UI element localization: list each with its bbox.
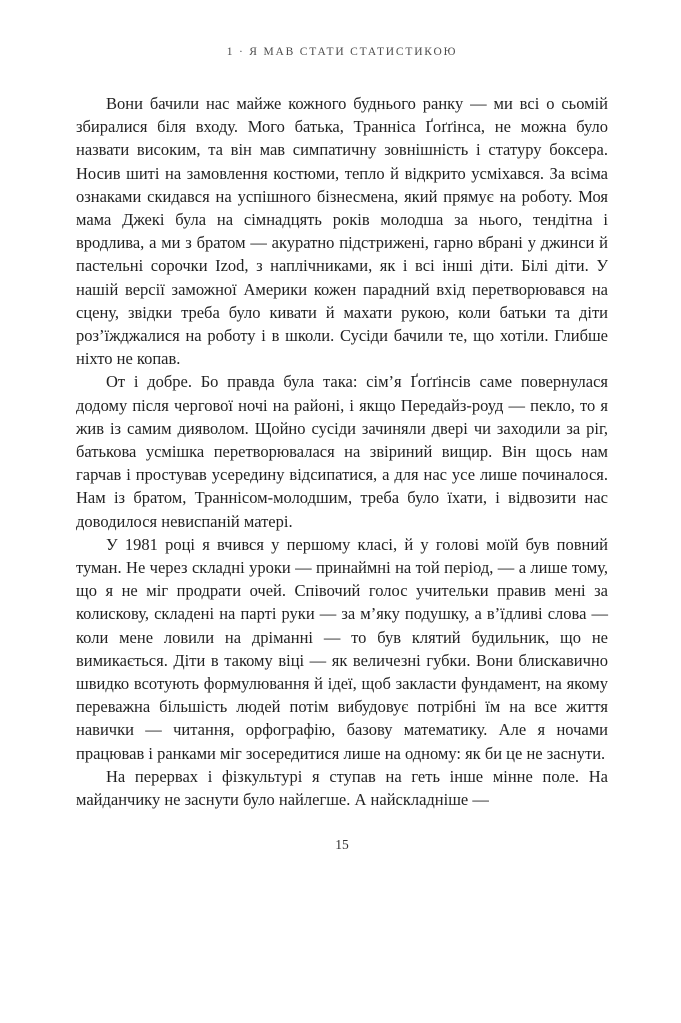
page-number: 15	[335, 837, 349, 853]
body-paragraph: На перервах і фізкультурі я ступав на геть інше мінне поле. На майданчику не заснути було найлегше. А найскладніше —	[76, 766, 608, 810]
running-head: 1 · Я МАВ СТАТИ СТАТИСТИКОЮ	[226, 46, 458, 58]
body-text	[76, 92, 608, 811]
body-paragraph: От і добре. Бо правда була така: сім’я Ґоґґінсів саме повернулася додому після чергової ночі на районі, і якщо Передайз-роуд — пекло, то я жив із самим дияволом. Щойно сусіди зачиняли двері чи заходили за ріг, батькова усмішка перетворювалася на звіриний вищир. Він щось нам гарчав і простував усередину відсипатися, а для нас усе лише починалося. Нам із братом, Траннісом-молодшим, треба було їхати, і відвозити нас доводилося невиспаній матері.	[76, 372, 608, 531]
body-paragraph: Вони бачили нас майже кожного буднього ранку — ми всі о сьомій збиралися біля входу. Мого батька, Транніса Ґоґґінса, не можна було назвати високим, та він мав симпатичну зовнішність і статуру боксера. Носив шиті на замовлення костюми, тепло й відкрито усміхався. За всіма ознаками скидався на успішного бізнесмена, який прямує на роботу. Моя мама Джекі була на сімнадцять років молодша за нього, тендітна і вродлива, а ми з братом — акуратно підстрижені, гарно вбрані у джинси й пастельні сорочки Izod, з наплічниками, як і всі інші діти. Білі діти. У нашій версії заможної Америки кожен парадний вхід перетворювався на сцену, звідки треба було кивати й махати рукою, коли батьки та діти роз’їжджалися на роботу і в школи. Сусіди бачили те, що хотіли. Глибше ніхто не копав.	[76, 94, 608, 369]
body-paragraph: У 1981 році я вчився у першому класі, й у голові моїй був повний туман. Не через складні уроки — принаймні на той період, — а лише тому, що я не міг продрати очей. Співочий голос учительки правив мені за колискову, складені на парті руки — за м’яку подушку, а в’їдливі слова — коли мене ловили на дріманні — то був клятий будильник, що не вимикається. Діти в такому віці — як величезні губки. Вони блискавично швидко всотують формулювання й ідеї, щоб закласти фундамент, на якому переважна більшість людей потім вибудовує потрібні їм на все життя навички — читання, орфографію, базову математику. Але я ночами працював і ранками міг зосередитися лише на одному: як би це не заснути.	[76, 534, 608, 763]
